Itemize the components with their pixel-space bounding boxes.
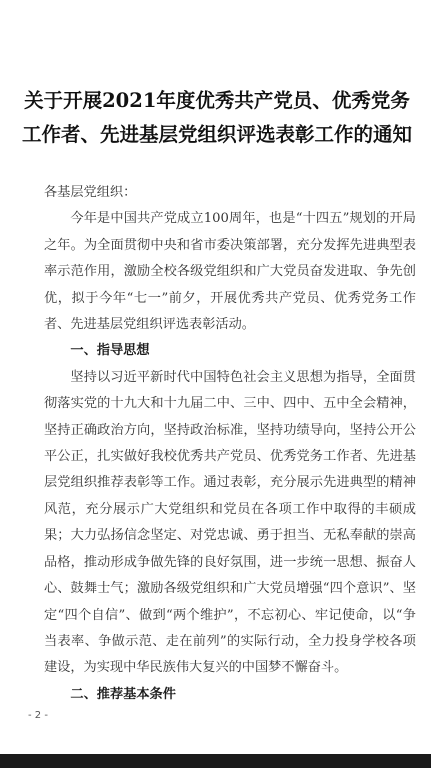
screen-bottom-bar bbox=[0, 754, 431, 768]
document-body bbox=[44, 180, 416, 708]
salutation: 各基层党组织： bbox=[44, 185, 137, 200]
section-heading-basic-conditions: 二、推荐基本条件 bbox=[70, 686, 176, 702]
intro-paragraph: 今年是中国共产党成立100周年，也是“十四五”规划的开局之年。为全面贯彻中央和省市委决策部署，充分发挥先进典型表率示范作用，激励全校各级党组织和广大党员奋发进取、争先创优，拟于今年“七一”前夕，开展优秀共产党员、优秀党务工作者、先进基层党组织评选表彰活动。 bbox=[44, 211, 416, 333]
section-heading-guiding-ideology: 一、指导思想 bbox=[70, 343, 150, 359]
page-number: - 2 - bbox=[28, 710, 48, 721]
guiding-ideology-paragraph: 坚持以习近平新时代中国特色社会主义思想为指导，全面贯彻落实党的十九大和十九届二中、三中、四中、五中全会精神，坚持正确政治方向，坚持政治标准，坚持功绩导向，坚持公开公平公正，扎实做好我校优秀共产党员、优秀党务工作者、先进基层党组织推荐表彰等工作。通过表彰，充分展示先进典型的精神风范，充分展示广大党组织和党员在各项工作中取得的丰硕成果；大力弘扬信念坚定、对党忠诚、勇于担当、无私奉献的崇高品格，推动形成争做先锋的良好氛围，进一步统一思想、振奋人心、鼓舞士气；激励各级党组织和广大党员增强“四个意识”、坚定“四个自信”、做到“两个维护”，不忘初心、牢记使命，以“争当表率、争做示范、走在前列”的实际行动，全力投身学校各项建设，为实现中华民族伟大复兴的中国梦不懈奋斗。 bbox=[44, 369, 416, 676]
document-title: 关于开展2021年度优秀共产党员、优秀党务工作者、先进基层党组织评选表彰工作的通知 bbox=[22, 89, 413, 146]
